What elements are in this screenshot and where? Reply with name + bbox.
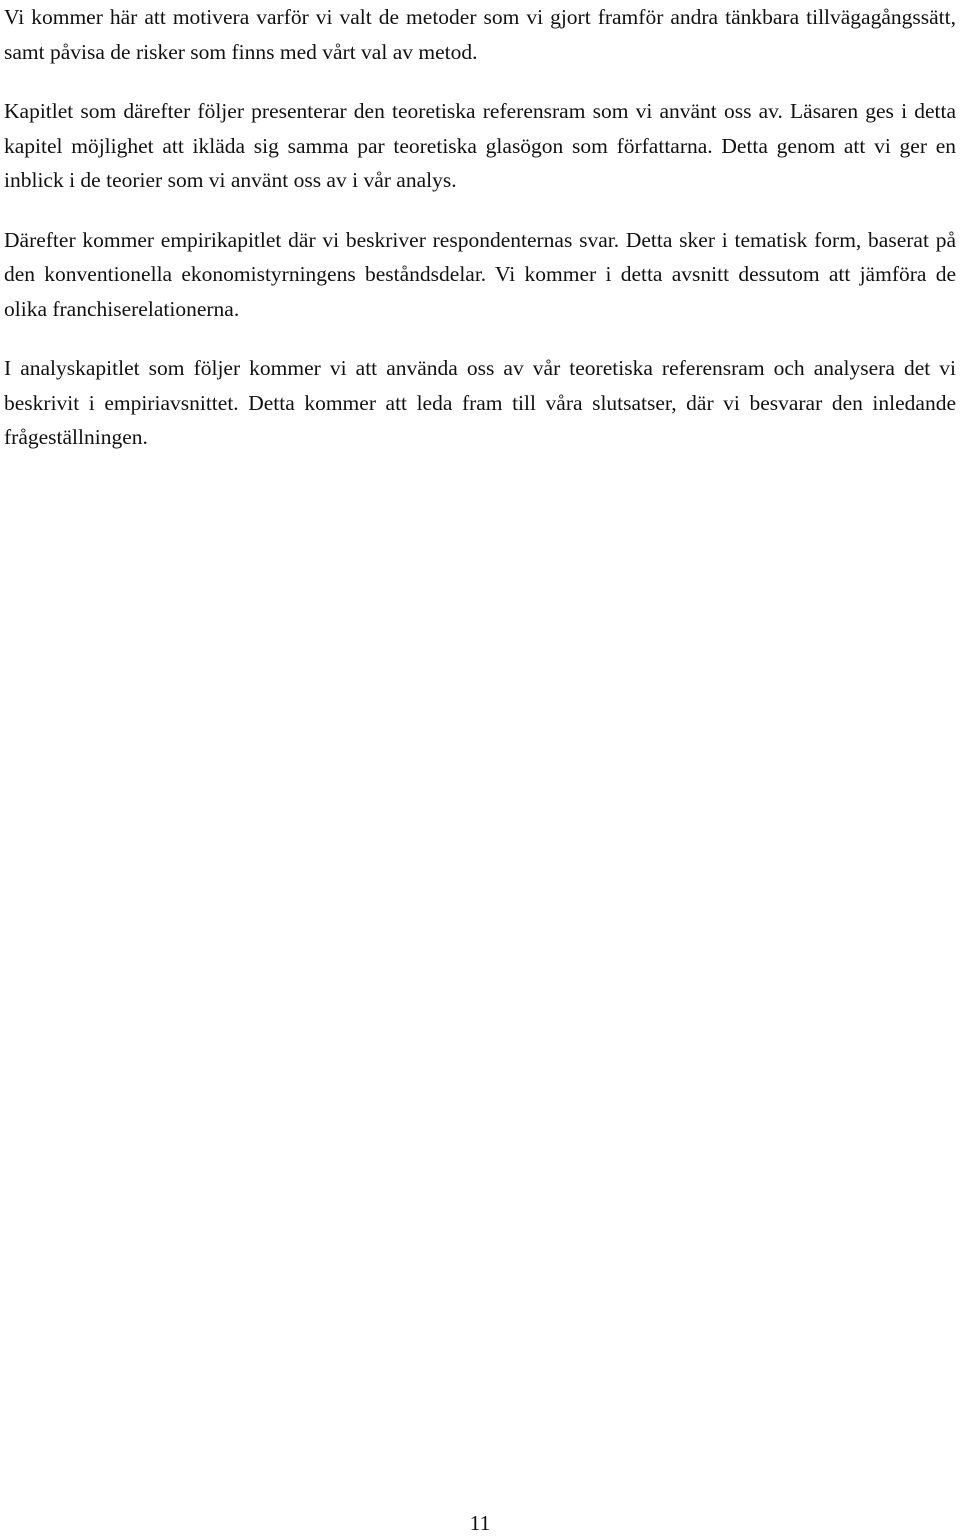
paragraph-method-motivation: Vi kommer här att motivera varför vi valt de metoder som vi gjort framför andra tänkbara tillvägagångssätt, samt påvisa de risker som finns med vårt val av metod. xyxy=(4,5,956,64)
body-text xyxy=(4,0,956,480)
paragraph-empirical-chapter: Därefter kommer empirikapitlet där vi beskriver respondenternas svar. Detta sker i tematisk form, baserat på den konventionella ekonomistyrningens beståndsdelar. Vi kommer i detta avsnitt dessutom att jämföra de olika franchiserelationerna. xyxy=(4,227,956,321)
page-number: 11 xyxy=(469,1511,491,1535)
paragraph-analysis-chapter: I analyskapitlet som följer kommer vi att använda oss av vår teoretiska referensram och analysera det vi beskrivit i empiriavsnittet. Detta kommer att leda fram till våra slutsatser, där vi besvarar den inledande frågeställningen. xyxy=(4,356,956,449)
paragraph-theory-chapter: Kapitlet som därefter följer presenterar den teoretiska referensram som vi använt oss av. Läsaren ges i detta kapitel möjlighet att ikläda sig samma par teoretiska glasögon som författarna. Detta genom att vi ger en inblick i de teorier som vi använt oss av i vår analys. xyxy=(4,99,956,192)
